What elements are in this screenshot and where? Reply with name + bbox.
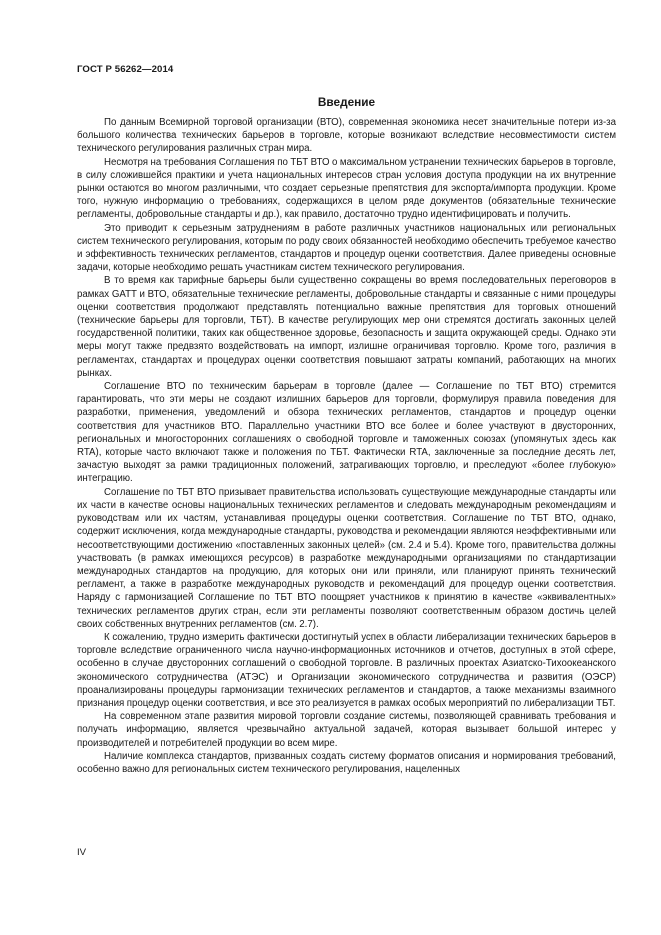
paragraph: Наличие комплекса стандартов, призванных создать систему форматов описания и нормирования требований, особенно важно для региональных систем технического регулирования, нацеленных bbox=[77, 750, 616, 775]
section-title: Введение bbox=[317, 95, 376, 109]
paragraph: В то время как тарифные барьеры были существенно сокращены во время последовательных переговоров в рамках GATT и ВТО, обязательные технические регламенты, добровольные стандарты и связанные с ними процедуры оценки соответствия продолжают представлять потенциально важные препятствия для торговых отношений (технические барьеры для торговли, ТБТ). В качестве регулирующих мер они стремятся достигать законных целей государственной политики, таких как общественное здоровье, безопасность и защита окружающей среды. Однако эти меры могут также предвзято воздействовать на импорт, излишне ограничивая торговлю. Кроме того, различия в регламентах, стандартах и процедурах оценки соответствия повышают затраты компаний, работающих на многих рынках. bbox=[77, 275, 616, 379]
page-number: IV bbox=[77, 847, 87, 858]
paragraph: По данным Всемирной торговой организации (ВТО), современная экономика несет значительные потери из-за большого количества технических барьеров в торговле, которые возникают вследствие несовместимости систем технического регулирования различных стран мира. bbox=[77, 117, 616, 155]
paragraph: К сожалению, трудно измерить фактически достигнутый успех в области либерализации технических барьеров в торговле вследствие ограниченного числа научно-информационных источников и отчетов, доступных в этой сфере, особенно в случае двусторонних соглашений о свободной торговле. В различных проектах Азиатско-Тихоокеанского экономического сотрудничества (АТЭС) и Организации экономического сотрудничества и развития (ОЭСР) проанализированы процедуры гармонизации технических регламентов и стандартов, а также механизмы взаимного признания процедур оценки соответствия, и все это реализуется в рамках особых мероприятий по либерализации ТБТ. bbox=[77, 631, 616, 709]
paragraph: Соглашение ВТО по техническим барьерам в торговле (далее — Соглашение по ТБТ ВТО) стремится гарантировать, что эти меры не создают излишних барьеров для торговли, формулируя правила поведения для разработки, применения, уведомлений и обзора технических регламентов, стандартов и процедур оценки соответствия для участников ВТО. Параллельно участники ВТО все более и более участвуют в двусторонних, региональных и многосторонних соглашениях о свободной торговле и таможенных союзах (упомянутых здесь как RTA), которые часто включают также и положения по ТБТ. Фактически RTA, заключенные за последние десять лет, зачастую выходят за рамки традиционных положений, затрагивающих торговлю, и преследуют «более глубокую» интеграцию. bbox=[77, 381, 616, 485]
paragraph: Несмотря на требования Соглашения по ТБТ ВТО о максимальном устранении технических барьеров в торговле, в силу сложившейся практики и учета национальных интересов стран условия доступа продукции на их внутренние рынки остаются во многом различными, что создает серьезные препятствия для экспорта/импорта продукции. Кроме того, нужную информацию о требованиях, содержащихся в целом ряде документов (обязательные технические регламенты, добровольные стандарты и др.), как правило, достаточно трудно идентифицировать и получить. bbox=[77, 156, 616, 221]
body-text bbox=[77, 116, 616, 776]
paragraph: Соглашение по ТБТ ВТО призывает правительства использовать существующие международные стандарты или их части в качестве основы национальных технических регламентов и следовать международным рекомендациям и руководствам или их частям, устанавливая процедуры оценки соответствия. Соглашение по ТБТ ВТО, однако, содержит исключения, когда международные стандарты, руководства и рекомендации являются неэффективными или несоответствующими достижению «поставленных законных целей» (см. 2.4 и 5.4). Кроме того, правительства должны участвовать (в рамках имеющихся ресурсов) в разработке международными организациями по стандартизации международных стандартов на продукцию, для которых они или приняли, или планируют принять технический регламент, а также в разработке международных руководств и рекомендаций для процедур оценки соответствия. Наряду с гармонизацией Соглашение по ТБТ ВТО поощряет участников к принятию в качестве «эквивалентных» технических регламентов других стран, если эти регламенты позволяют соответственным образом достичь целей своих собственных внутренних регламентов (см. 2.7). bbox=[77, 486, 616, 630]
paragraph: На современном этапе развития мировой торговли создание системы, позволяющей сравнивать требования и получать информацию, является чрезвычайно актуальной задачей, которая вызывает большой интерес у производителей и потребителей продукции во всем мире. bbox=[77, 711, 616, 749]
standard-code-header: ГОСТ Р 56262—2014 bbox=[77, 64, 174, 75]
paragraph: Это приводит к серьезным затруднениям в работе различных участников национальных или региональных систем технического регулирования, которым по роду своих обязанностей необходимо обеспечить требуемое качество и эффективность технических регламентов, стандартов и процедур оценки соответствия. Далее приведены основные задачи, которые необходимо решать участникам систем технического регулирования. bbox=[77, 222, 616, 274]
